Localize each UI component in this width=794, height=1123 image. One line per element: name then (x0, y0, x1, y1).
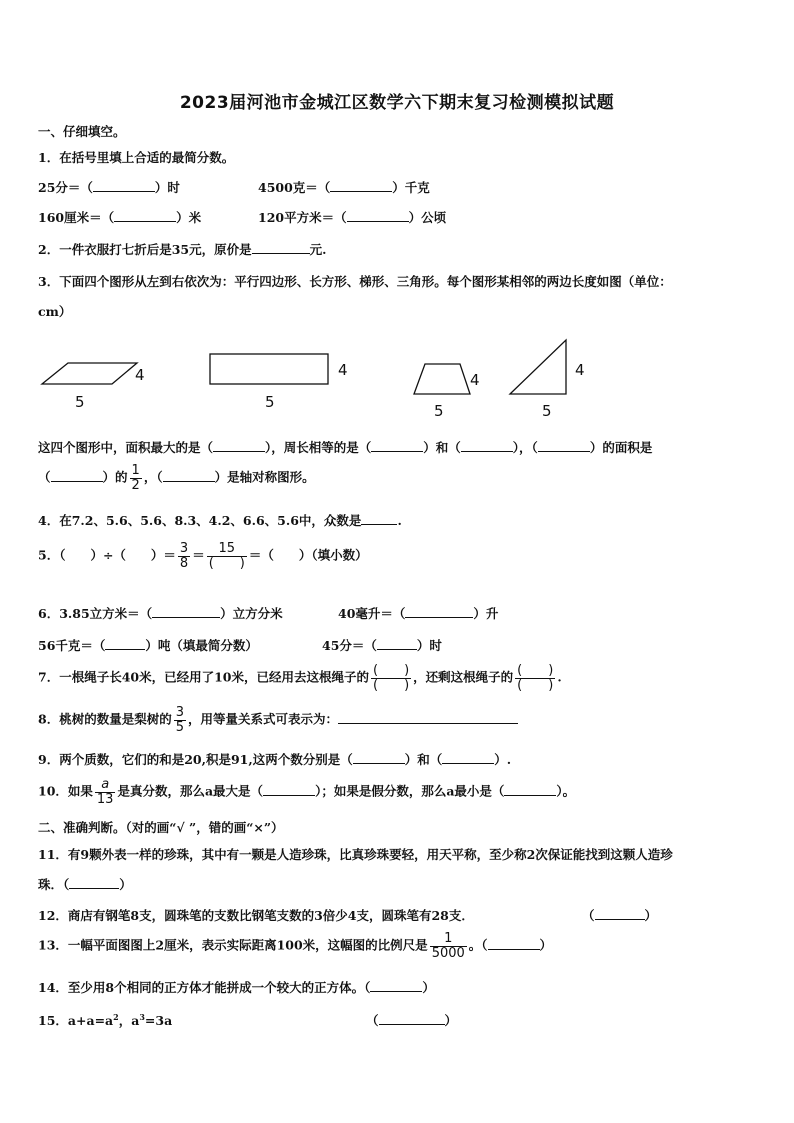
section-heading-judge: 二、准确判断。（对的画“√ ”，错的画“×”） (38, 820, 284, 835)
fraction-fifteen-over-blank: $\frac{15}{( )}$ (208, 541, 245, 571)
q10: 10．如果 $\frac{a}{13}$ 是真分数，那么a最大是（ ）；如果是假分数，那么a最小是（ ）。 (38, 777, 576, 807)
q13: 13．一幅平面图图上2厘米，表示实际距离100米，这幅图的比例尺是 $\frac{1}{5000}$ 。（ ） (38, 931, 553, 961)
answer-blank[interactable] (361, 512, 397, 525)
triangle-side-label: 4 (575, 361, 585, 379)
answer-blank[interactable] (152, 605, 220, 618)
answer-blank[interactable] (379, 1012, 445, 1025)
answer-blank[interactable] (371, 439, 423, 452)
q1-row1: 25分＝（ ）时 (38, 180, 180, 195)
triangle-base-label: 5 (542, 402, 552, 420)
rectangle-shape (210, 354, 328, 384)
answer-blank[interactable] (461, 439, 513, 452)
fraction-three-eighths: $\frac{3}{8}$ (179, 541, 189, 571)
q1-row1b: 4500克＝（ ）千克 (258, 180, 430, 195)
q15: 15．$a+a=a^2$，$a^3=3a$ (38, 1011, 173, 1028)
page-title: 2023届河池市金城江区数学六下期末复习检测模拟试题 (179, 93, 615, 113)
q3-line1: 这四个图形中，面积最大的是（ ），周长相等的是（ ）和（ ），（ ）的面积是 (38, 440, 653, 455)
answer-blank[interactable] (377, 637, 417, 650)
fraction-blank: $\frac{( )}{( )}$ (517, 663, 554, 693)
q6-row1: 6．3.85立方米＝（ ）立方分米 (38, 606, 283, 621)
trapezoid-shape (414, 364, 470, 394)
q2: 2．一件衣服打七折后是35元，原价是 元. (38, 242, 327, 257)
q4: 4．在7.2、5.6、5.6、8.3、4.2、6.6、5.6中，众数是 . (38, 513, 402, 528)
answer-blank[interactable] (370, 979, 422, 992)
answer-blank[interactable] (114, 209, 176, 222)
fraction-blank: $\frac{( )}{( )}$ (373, 663, 410, 693)
answer-blank[interactable] (51, 469, 103, 482)
q1-row2b: 120平方米＝（ ）公顷 (258, 210, 447, 225)
q5: 5．（ ）÷（ ）＝ $\frac{3}{8}$ ＝ $\frac{15}{( )}$ ＝（ ）（填小数） (38, 541, 368, 571)
answer-blank[interactable] (93, 179, 155, 192)
q9: 9．两个质数，它们的和是20,积是91,这两个数分别是（ ）和（ ）. (38, 752, 512, 767)
q6-row1b: 40毫升＝（ ）升 (338, 606, 499, 621)
fraction-scale-1-5000: $\frac{1}{5000}$ (431, 931, 465, 961)
answer-blank[interactable] (442, 751, 494, 764)
q12: 12．商店有钢笔8支，圆珠笔的支数比钢笔支数的3倍少4支，圆珠笔有28支． (38, 908, 474, 923)
q8: 8．桃树的数量是梨树的 $\frac{3}{5}$ ，用等量关系式可表示为： (38, 706, 518, 734)
shapes-figure (0, 330, 794, 430)
q3-stem: 3．下面四个图形从左到右依次为：平行四边形、长方形、梯形、三角形。每个图形某相邻的两边长度如图（单位： (38, 274, 672, 289)
rectangle-base-label: 5 (265, 393, 275, 411)
answer-blank[interactable] (347, 209, 409, 222)
answer-blank[interactable] (504, 783, 556, 796)
parallelogram-shape (42, 363, 137, 384)
answer-blank[interactable] (538, 439, 590, 452)
q3-stem-unit: cm） (38, 304, 72, 319)
q6-row2b: 45分＝（ ）时 (322, 638, 442, 653)
answer-blank[interactable] (105, 637, 145, 650)
q1-stem: 1．在括号里填上合适的最简分数。 (38, 150, 235, 165)
trapezoid-base-label: 5 (434, 402, 444, 420)
triangle-shape (510, 340, 566, 394)
answer-blank[interactable] (163, 469, 215, 482)
answer-blank[interactable] (353, 751, 405, 764)
trapezoid-side-label: 4 (470, 371, 480, 389)
fraction-one-half: $\frac{1}{2}$ (131, 463, 140, 493)
parallelogram-side-label: 4 (135, 366, 145, 384)
q6-row2: 56千克＝（ ）吨（填最简分数） (38, 638, 258, 653)
answer-blank[interactable] (330, 179, 392, 192)
parallelogram-base-label: 5 (75, 393, 85, 411)
q3-line2: （ ）的 $\frac{1}{2}$ ，（ ）是轴对称图形。 (38, 463, 315, 493)
answer-blank[interactable] (263, 783, 315, 796)
fraction-a-over-13: $\frac{a}{13}$ (96, 777, 114, 807)
section-heading-fill: 一、仔细填空。 (38, 124, 126, 139)
q1-row2: 160厘米＝（ ）米 (38, 210, 202, 225)
answer-blank[interactable] (213, 439, 265, 452)
answer-blank[interactable] (252, 241, 310, 254)
answer-blank[interactable] (595, 907, 645, 920)
q11-line2: 珠．（ ） (38, 877, 132, 892)
q15-answer: （ ） (366, 1013, 458, 1028)
answer-blank[interactable] (69, 876, 119, 889)
q7: 7．一根绳子长40米，已经用了10米，已经用去这根绳子的 $\frac{( )}{( )}$ ，还剩这根绳子的 $\frac{( )}{( )}$ . (38, 663, 562, 693)
answer-blank[interactable] (338, 711, 518, 724)
answer-blank[interactable] (488, 937, 540, 950)
fraction-three-fifths: $\frac{3}{5}$ (175, 705, 184, 735)
q11-line1: 11．有9颗外表一样的珍珠，其中有一颗是人造珍珠，比真珍珠要轻，用天平称，至少称2次保证能找到这颗人造珍 (38, 847, 673, 862)
q12-answer: （ ） (582, 908, 658, 923)
rectangle-side-label: 4 (338, 361, 348, 379)
answer-blank[interactable] (405, 605, 473, 618)
shapes-svg (0, 330, 794, 430)
q14: 14．至少用8个相同的正方体才能拼成一个较大的正方体。（ ） (38, 980, 435, 995)
